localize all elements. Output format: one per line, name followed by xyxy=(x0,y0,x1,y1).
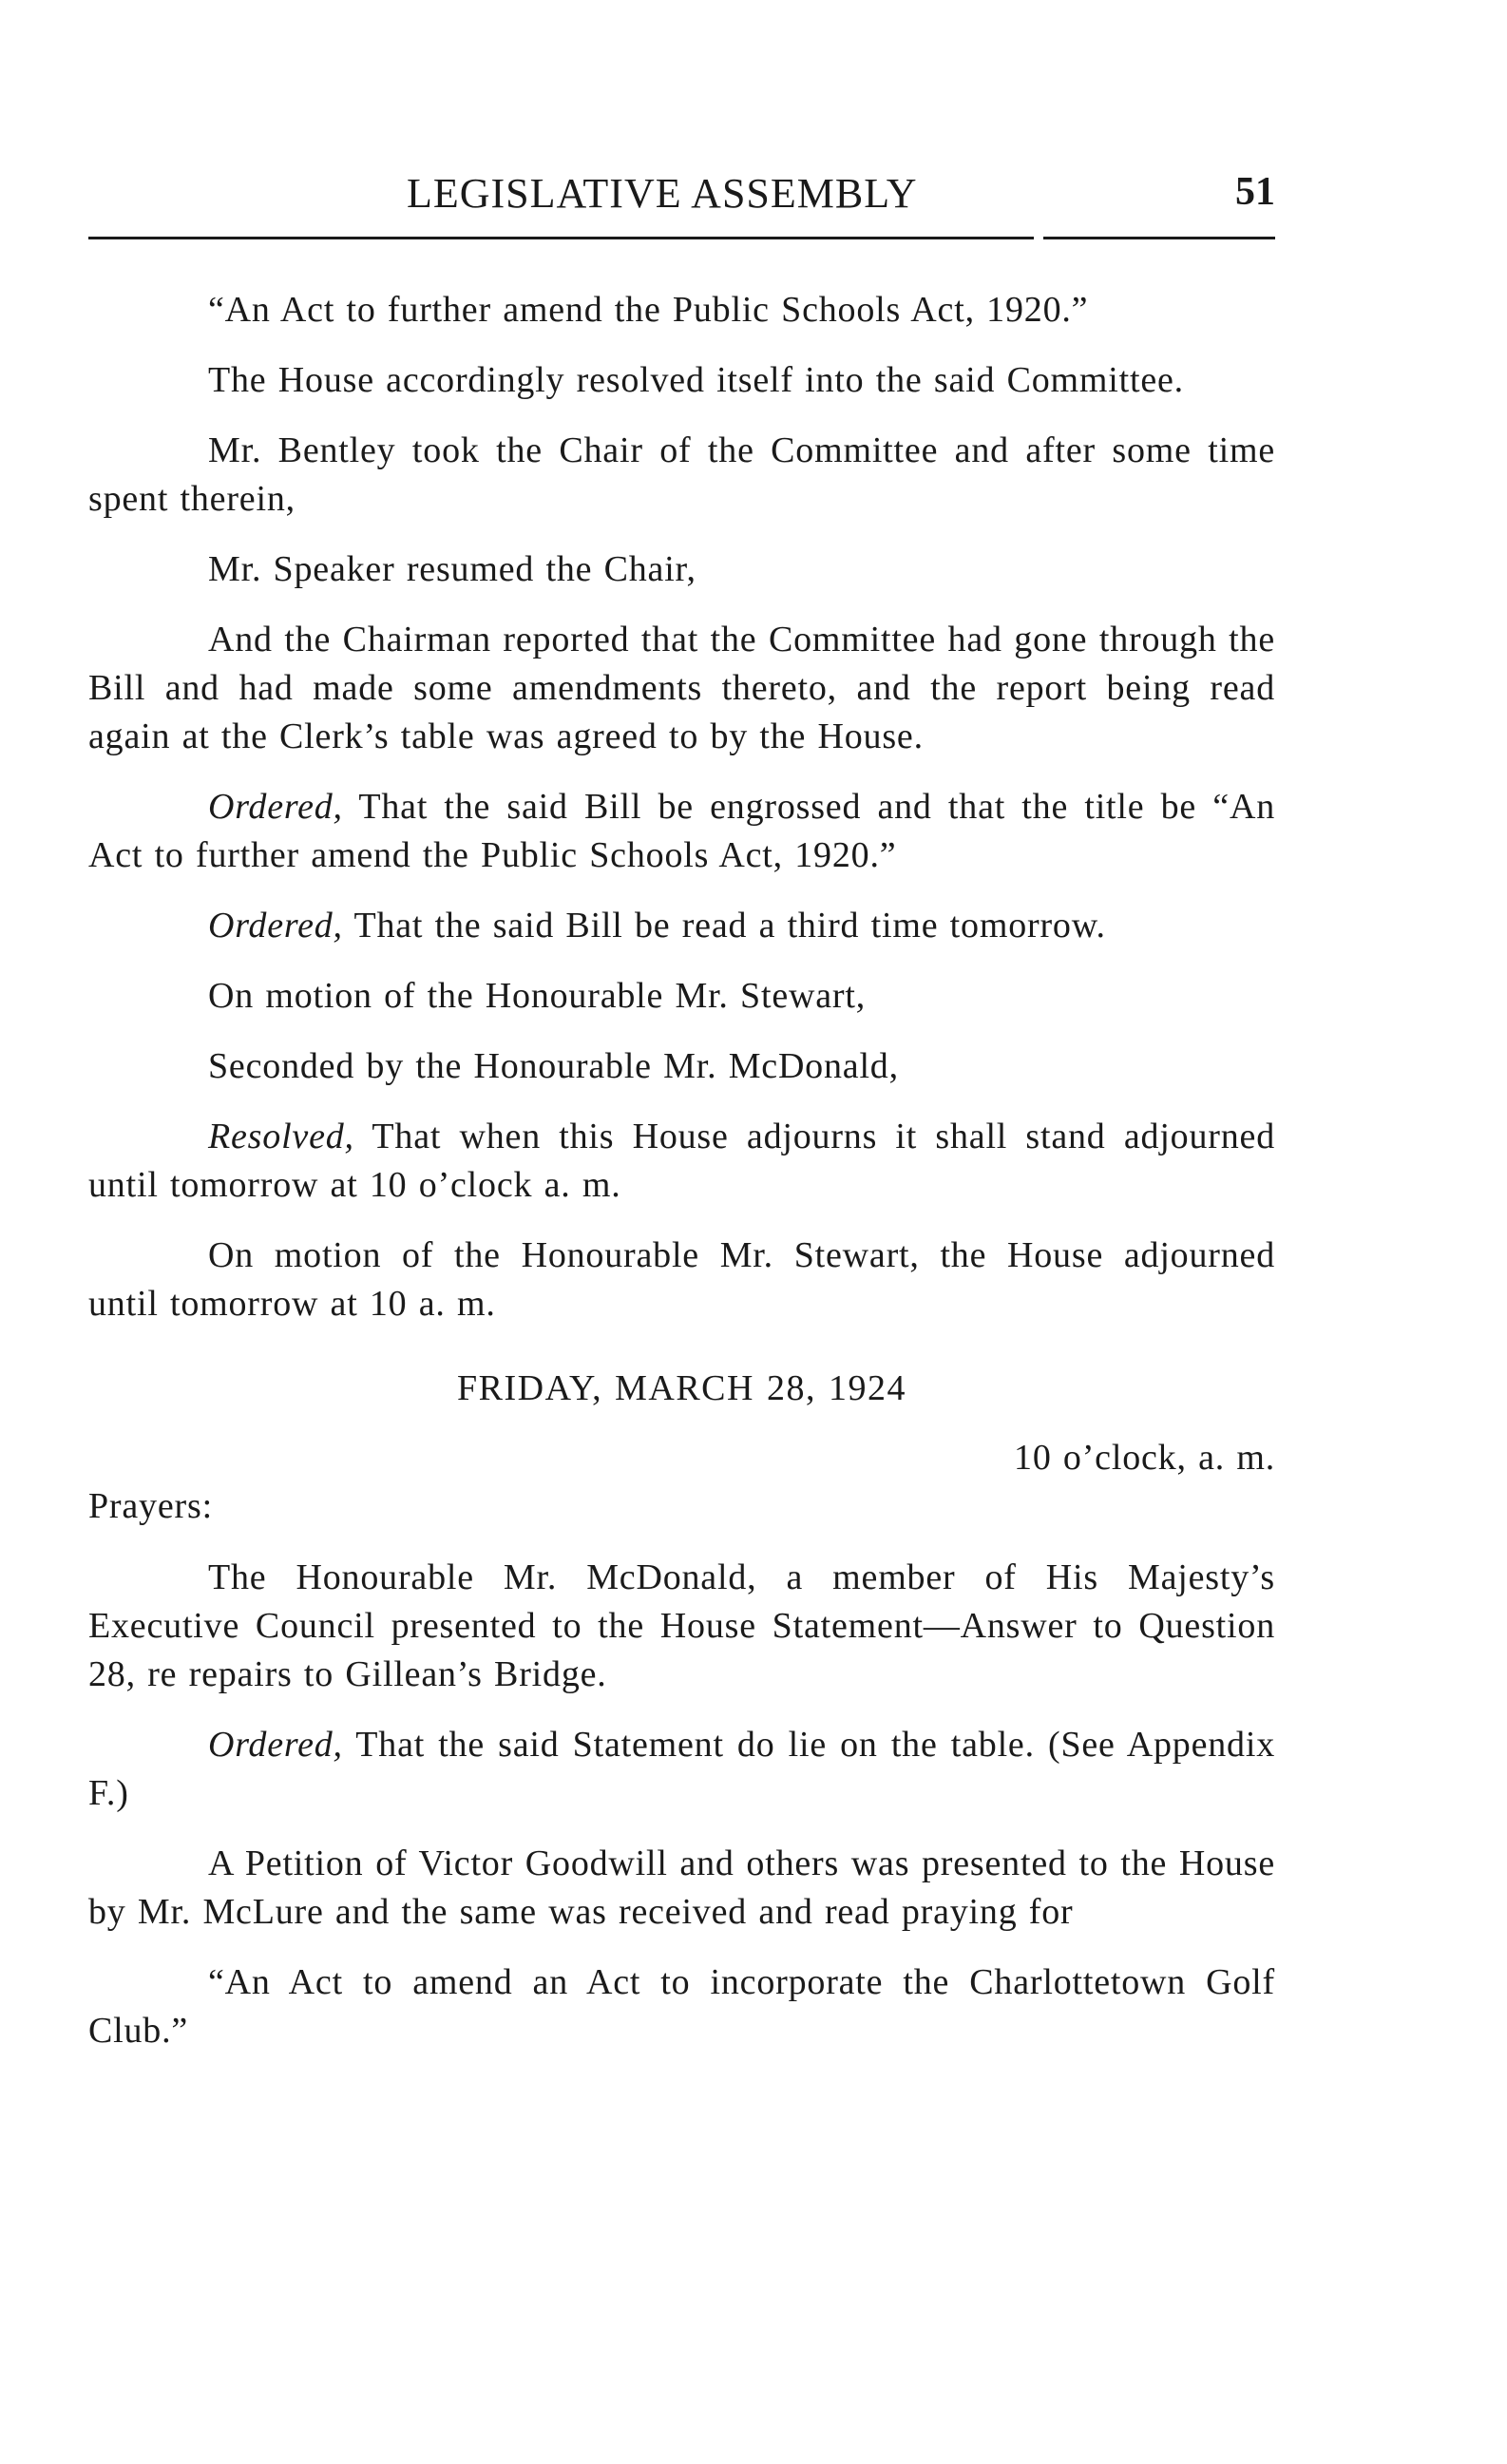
ordered-third-reading-paragraph xyxy=(88,902,1275,950)
ordered-text: That the said Bill be engrossed and that the title be “An Act to further amend the Public Schools Act, 1920.” xyxy=(88,787,1275,875)
act-title-paragraph: “An Act to amend an Act to incorporate the Charlottetown Golf Club.” xyxy=(88,1962,1275,2051)
header-rule-right xyxy=(1043,237,1275,239)
header-rule-left xyxy=(88,237,1034,239)
page-body xyxy=(88,286,1275,2077)
page-number: 51 xyxy=(1235,170,1275,214)
motion-paragraph: On motion of the Honourable Mr. Stewart, xyxy=(208,976,867,1016)
committee-paragraph: The House accordingly resolved itself into the said Committee. xyxy=(208,360,1184,400)
ordered-text: That the said Statement do lie on the table. (See Appendix F.) xyxy=(88,1725,1275,1813)
ordered-lead: Ordered, xyxy=(208,1725,343,1765)
speaker-paragraph: Mr. Speaker resumed the Chair, xyxy=(208,549,696,589)
seconded-paragraph: Seconded by the Honourable Mr. McDonald, xyxy=(208,1046,899,1086)
resolved-text: That when this House adjourns it shall stand adjourned until tomorrow at 10 o’clock a. m. xyxy=(88,1117,1275,1205)
running-head-title: LEGISLATIVE ASSEMBLY xyxy=(407,170,918,217)
chairman-report-paragraph: And the Chairman reported that the Committee had gone through the Bill and had made some amendments thereto, and the report being read again at the Clerk’s table was agreed to by the House. xyxy=(88,620,1275,756)
date-heading: FRIDAY, MARCH 28, 1924 xyxy=(457,1368,906,1408)
statement-paragraph: The Honourable Mr. McDonald, a member of His Majesty’s Executive Council presented to the House Statement—Answer to Question 28, re repairs to Gillean’s Bridge. xyxy=(88,1557,1275,1694)
time-line: 10 o’clock, a. m. xyxy=(1014,1438,1275,1478)
ordered-lead: Ordered, xyxy=(208,787,343,827)
ordered-lead: Ordered, xyxy=(208,906,343,945)
ordered-engrossed-paragraph xyxy=(88,783,1275,880)
page-header xyxy=(88,162,1275,217)
chair-paragraph: Mr. Bentley took the Chair of the Committee and after some time spent therein, xyxy=(88,430,1275,519)
adjourned-paragraph: On motion of the Honourable Mr. Stewart, the House adjourned until tomorrow at 10 a. m. xyxy=(88,1235,1275,1324)
ordered-text: That the said Bill be read a third time tomorrow. xyxy=(342,906,1106,945)
bill-title-paragraph: “An Act to further amend the Public Schools Act, 1920.” xyxy=(208,290,1089,330)
resolved-paragraph xyxy=(88,1113,1275,1210)
resolved-lead: Resolved, xyxy=(208,1117,354,1156)
petition-paragraph: A Petition of Victor Goodwill and others was presented to the House by Mr. McLure and the same was received and read praying for xyxy=(88,1843,1275,1932)
ordered-statement-paragraph xyxy=(88,1721,1275,1818)
document-page xyxy=(88,162,1275,2051)
prayers-line: Prayers: xyxy=(88,1486,213,1526)
